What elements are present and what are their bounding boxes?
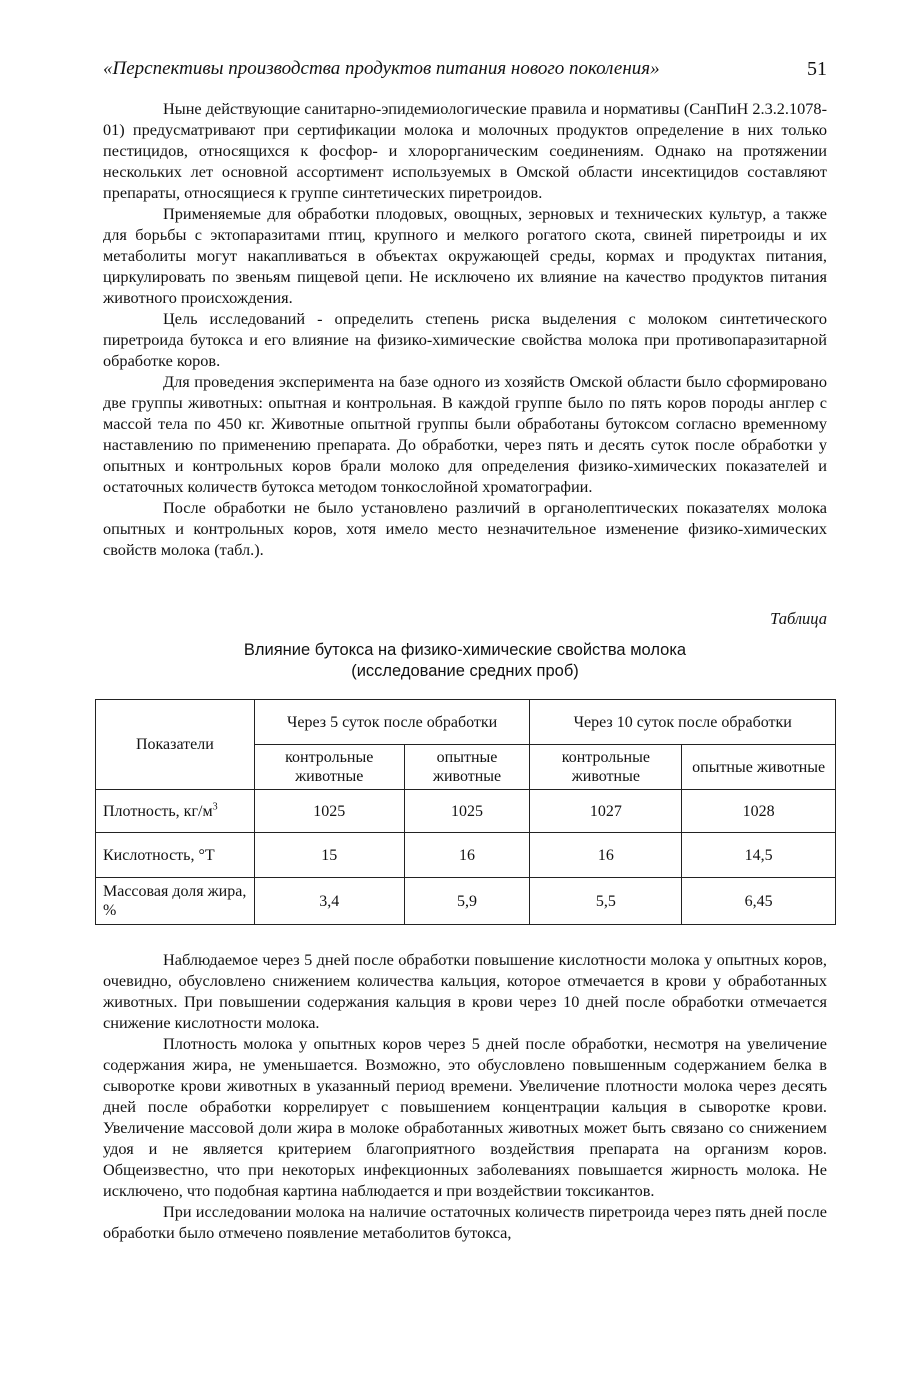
table-cell: 15 — [254, 833, 404, 878]
body-text-bottom — [103, 949, 827, 1243]
table-row — [96, 790, 836, 833]
paragraph: Плотность молока у опытных коров через 5 дней после обработки, несмотря на увеличение содержания жира, не уменьшается. Возможно, это обусловлено повышенным содержанием белка в сыворотке крови животных в указанный период времени. Увеличение плотности молока через десять дней после обработки коррелирует с повышением концентрации кальция в сыворотке крови. Увеличение массовой доли жира в молоке обработанных животных может быть связано со снижением удоя и не является критерием благоприятного воздействия препарата на организм коров. Общеизвестно, что при некоторых инфекционных заболеваниях повышается жирность молока. Не исключено, что подобная картина наблюдается и при воздействии токсикантов. — [103, 1034, 827, 1200]
table-cell: 1028 — [682, 790, 836, 833]
table-row — [96, 878, 836, 925]
header-experimental-5: опытные животные — [404, 745, 530, 790]
paragraph: Применяемые для обработки плодовых, овощных, зерновых и технических культур, а также для борьбы с эктопаразитами птиц, крупного и мелкого рогатого скота, свиней пиретроиды и их метаболиты могут накапливаться в объектах окружающей среды, кормах и продуктах питания, циркулировать по звеньям пищевой цепи. Не исключено их влияние на качество продуктов питания животного происхождения. — [103, 204, 827, 307]
table-cell: 1025 — [254, 790, 404, 833]
header-experimental-10: опытные животные — [682, 745, 836, 790]
table-caption — [103, 640, 827, 682]
table-cell: 14,5 — [682, 833, 836, 878]
table-cell: 16 — [404, 833, 530, 878]
paragraph: При исследовании молока на наличие остаточных количеств пиретроида через пять дней после обработки было отмечено появление метаболитов бутокса, — [103, 1202, 827, 1242]
table-cell: 1025 — [404, 790, 530, 833]
header-title: «Перспективы производства продуктов питания нового поколения» — [103, 58, 660, 79]
paragraph: После обработки не было установлено различий в органолептических показателях молока опытных и контрольных коров, хотя имело место незначительное изменение физико-химических свойств молока (табл.). — [103, 498, 827, 559]
table-cell: 1027 — [530, 790, 682, 833]
paragraph: Ныне действующие санитарно-эпидемиологические правила и нормативы (СанПиН 2.3.2.1078-01) предусматривают при сертификации молока и молочных продуктов определение в них только пестицидов, относящихся к фосфор- и хлорорганическим соединениям. Однако на протяжении нескольких лет основной ассортимент используемых в Омской области инсектицидов составляют препараты, относящиеся к группе синтетических пиретроидов. — [103, 99, 827, 202]
table-label: Таблица — [770, 609, 827, 628]
table-cell: 3,4 — [254, 878, 404, 925]
paragraph: Для проведения эксперимента на базе одного из хозяйств Омской области было сформировано две группы животных: опытная и контрольная. В каждой группе было по пять коров породы англер с массой тела по 450 кг. Животные опытной группы были обработаны бутоксом согласно временному наставлению по применению препарата. До обработки, через пять и десять суток после обработки у опытных и контрольных коров брали молоко для определения физико-химических показателей и остаточных количеств бутокса методом тонкослойной хроматографии. — [103, 372, 827, 496]
header-group-10-days: Через 10 суток после обработки — [530, 700, 836, 745]
table-cell: 16 — [530, 833, 682, 878]
header-control-10: контрольные животные — [530, 745, 682, 790]
paragraph: Наблюдаемое через 5 дней после обработки повышение кислотности молока у опытных коров, очевидно, обусловлено снижением количества кальция, которое отмечается в крови у обработанных животных. При повышении содержания кальция в крови через 10 дней после обработки отмечается снижение кислотности молока. — [103, 950, 827, 1032]
data-table — [95, 699, 836, 925]
row-label-acidity: Кислотность, °Т — [96, 833, 255, 878]
header-indicator: Показатели — [96, 700, 255, 790]
row-label-fat: Массовая доля жира, % — [96, 878, 255, 925]
header-control-5: контрольные животные — [254, 745, 404, 790]
table-cell: 6,45 — [682, 878, 836, 925]
table-cell: 5,9 — [404, 878, 530, 925]
header-group-5-days: Через 5 суток после обработки — [254, 700, 530, 745]
table-caption-line1: Влияние бутокса на физико-химические свойства молока — [243, 641, 687, 659]
paragraph: Цель исследований - определить степень риска выделения с молоком синтетического пиретроида бутокса и его влияние на физико-химические свойства молока при противопаразитарной обработке коров. — [103, 309, 827, 370]
table-cell: 5,5 — [530, 878, 682, 925]
table-row — [96, 833, 836, 878]
page-number: 51 — [807, 58, 827, 80]
row-label-density: Плотность, $кг/м^3$ — [96, 790, 255, 833]
body-text-top — [103, 98, 827, 560]
table-caption-line2: (исследование средних проб) — [351, 662, 579, 680]
running-header — [103, 58, 827, 88]
